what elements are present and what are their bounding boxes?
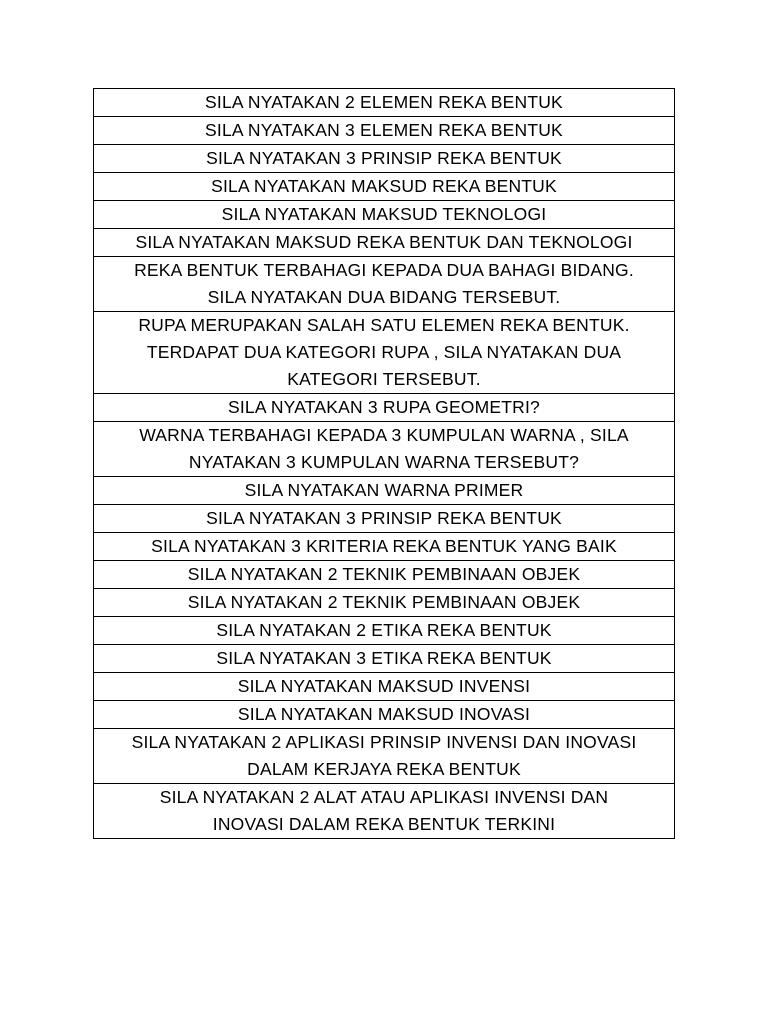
- table-row: [94, 701, 675, 729]
- table-row: [94, 561, 675, 589]
- question-table-body: [94, 89, 675, 839]
- question-cell: SILA NYATAKAN 2 ETIKA REKA BENTUK: [94, 617, 675, 645]
- table-row: [94, 729, 675, 784]
- table-row: [94, 312, 675, 394]
- question-cell: SILA NYATAKAN MAKSUD INVENSI: [94, 673, 675, 701]
- question-cell: SILA NYATAKAN 2 TEKNIK PEMBINAAN OBJEK: [94, 561, 675, 589]
- question-cell: SILA NYATAKAN MAKSUD TEKNOLOGI: [94, 201, 675, 229]
- table-row: [94, 117, 675, 145]
- table-row: [94, 617, 675, 645]
- table-row: [94, 229, 675, 257]
- question-table: [93, 88, 675, 839]
- question-cell: RUPA MERUPAKAN SALAH SATU ELEMEN REKA BENTUK. TERDAPAT DUA KATEGORI RUPA , SILA NYATAKAN DUA KATEGORI TERSEBUT.: [94, 312, 675, 394]
- question-cell: SILA NYATAKAN 2 APLIKASI PRINSIP INVENSI DAN INOVASI DALAM KERJAYA REKA BENTUK: [94, 729, 675, 784]
- question-cell: SILA NYATAKAN 3 PRINSIP REKA BENTUK: [94, 145, 675, 173]
- table-row: [94, 145, 675, 173]
- question-cell: SILA NYATAKAN MAKSUD REKA BENTUK: [94, 173, 675, 201]
- table-row: [94, 645, 675, 673]
- question-cell: SILA NYATAKAN 2 TEKNIK PEMBINAAN OBJEK: [94, 589, 675, 617]
- question-cell: SILA NYATAKAN 2 ELEMEN REKA BENTUK: [94, 89, 675, 117]
- question-cell: SILA NYATAKAN 3 ELEMEN REKA BENTUK: [94, 117, 675, 145]
- question-cell: SILA NYATAKAN WARNA PRIMER: [94, 477, 675, 505]
- table-row: [94, 477, 675, 505]
- table-row: [94, 257, 675, 312]
- table-row: [94, 173, 675, 201]
- table-row: [94, 89, 675, 117]
- table-row: [94, 589, 675, 617]
- question-cell: WARNA TERBAHAGI KEPADA 3 KUMPULAN WARNA , SILA NYATAKAN 3 KUMPULAN WARNA TERSEBUT?: [94, 422, 675, 477]
- question-cell: SILA NYATAKAN 2 ALAT ATAU APLIKASI INVENSI DAN INOVASI DALAM REKA BENTUK TERKINI: [94, 784, 675, 839]
- table-row: [94, 394, 675, 422]
- table-row: [94, 201, 675, 229]
- table-row: [94, 505, 675, 533]
- table-row: [94, 784, 675, 839]
- question-cell: SILA NYATAKAN 3 RUPA GEOMETRI?: [94, 394, 675, 422]
- question-cell: SILA NYATAKAN 3 PRINSIP REKA BENTUK: [94, 505, 675, 533]
- question-cell: SILA NYATAKAN MAKSUD REKA BENTUK DAN TEKNOLOGI: [94, 229, 675, 257]
- question-cell: SILA NYATAKAN 3 ETIKA REKA BENTUK: [94, 645, 675, 673]
- table-row: [94, 673, 675, 701]
- question-cell: REKA BENTUK TERBAHAGI KEPADA DUA BAHAGI BIDANG. SILA NYATAKAN DUA BIDANG TERSEBUT.: [94, 257, 675, 312]
- question-cell: SILA NYATAKAN 3 KRITERIA REKA BENTUK YANG BAIK: [94, 533, 675, 561]
- table-row: [94, 533, 675, 561]
- question-cell: SILA NYATAKAN MAKSUD INOVASI: [94, 701, 675, 729]
- table-row: [94, 422, 675, 477]
